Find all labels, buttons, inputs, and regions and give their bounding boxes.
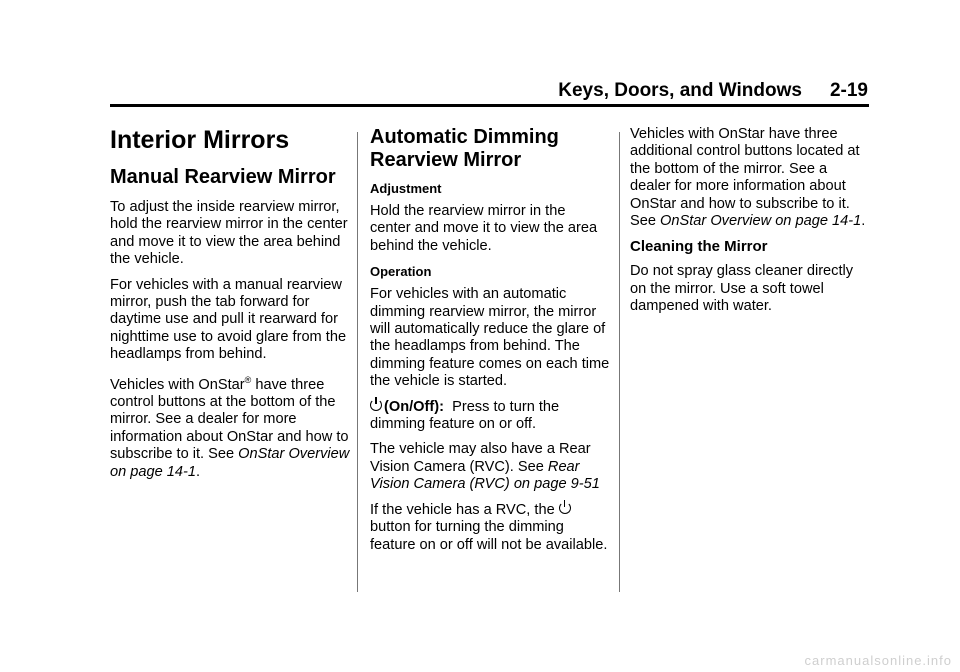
manual-rearview-heading: Manual Rearview Mirror <box>110 166 336 188</box>
column-3 <box>630 126 870 324</box>
onstar-overview-link[interactable]: OnStar Overview on page 14-1 <box>660 213 862 230</box>
adjustment-paragraph: Hold the rearview mirror in the center and move it to view the area behind the vehicle. <box>370 203 598 254</box>
rvc-reference-link[interactable]: Rear Vision Camera (RVC) on page 9-51 <box>370 458 600 493</box>
column-divider-2 <box>619 132 620 592</box>
onstar-buttons-paragraph: Vehicles with OnStar have three additional control buttons located at the bottom of the mirror. See a dealer for more information about OnStar and how to subscribe to it. See OnStar Overview on page 14-1. <box>630 126 866 230</box>
manual-tab-paragraph: For vehicles with a manual rearview mirror, push the tab forward for daytime use and pull it rearward for nighttime use to avoid glare from the headlamps from behind. <box>110 276 347 363</box>
interior-mirrors-heading: Interior Mirrors <box>110 126 290 154</box>
power-onoff-icon <box>370 399 382 411</box>
operation-subheading: Operation <box>370 264 432 280</box>
adjustment-subheading: Adjustment <box>370 181 442 196</box>
column-divider-1 <box>357 132 358 592</box>
cleaning-paragraph: Do not spray glass cleaner directly on the mirror. Use a soft towel dampened with water. <box>630 263 854 315</box>
onstar-reference-link[interactable]: OnStar Overview on page 14-1 <box>110 446 350 480</box>
operation-paragraph: For vehicles with an automatic dimming rearview mirror, the mirror will automatically reduce the glare of the headlamps from behind. The dimming feature comes on each time the vehicle is started. <box>370 286 610 390</box>
header-rule <box>110 104 869 107</box>
page-header <box>558 80 868 102</box>
cleaning-mirror-heading: Cleaning the Mirror <box>630 238 768 256</box>
footer-watermark: carmanualsonline.info <box>804 653 952 668</box>
column-2 <box>370 126 610 562</box>
auto-dimming-heading: Automatic Dimming Rearview Mirror <box>370 126 559 171</box>
onoff-paragraph: (On/Off): Press to turn the dimming feature on or off. <box>370 398 560 433</box>
rvc-button-paragraph: If the vehicle has a RVC, the button for turning the dimming feature on or off will not be available. <box>370 501 608 553</box>
column-1 <box>110 126 350 489</box>
rvc-paragraph: The vehicle may also have a Rear Vision Camera (RVC). See Rear Vision Camera (RVC) on page 9-51 <box>370 441 600 493</box>
power-onoff-icon <box>559 502 571 514</box>
onstar-paragraph: Vehicles with OnStar® have three control buttons at the bottom of the mirror. See a dealer for more information about OnStar and how to subscribe to it. See OnStar Overview on page 14-1. <box>110 374 350 480</box>
page-number: 2-19 <box>829 80 868 101</box>
onoff-label: (On/Off): <box>384 398 444 415</box>
adjust-paragraph: To adjust the inside rearview mirror, hold the rearview mirror in the center and move it to view the area behind the vehicle. <box>110 199 348 268</box>
section-title: Keys, Doors, and Windows <box>558 80 802 101</box>
